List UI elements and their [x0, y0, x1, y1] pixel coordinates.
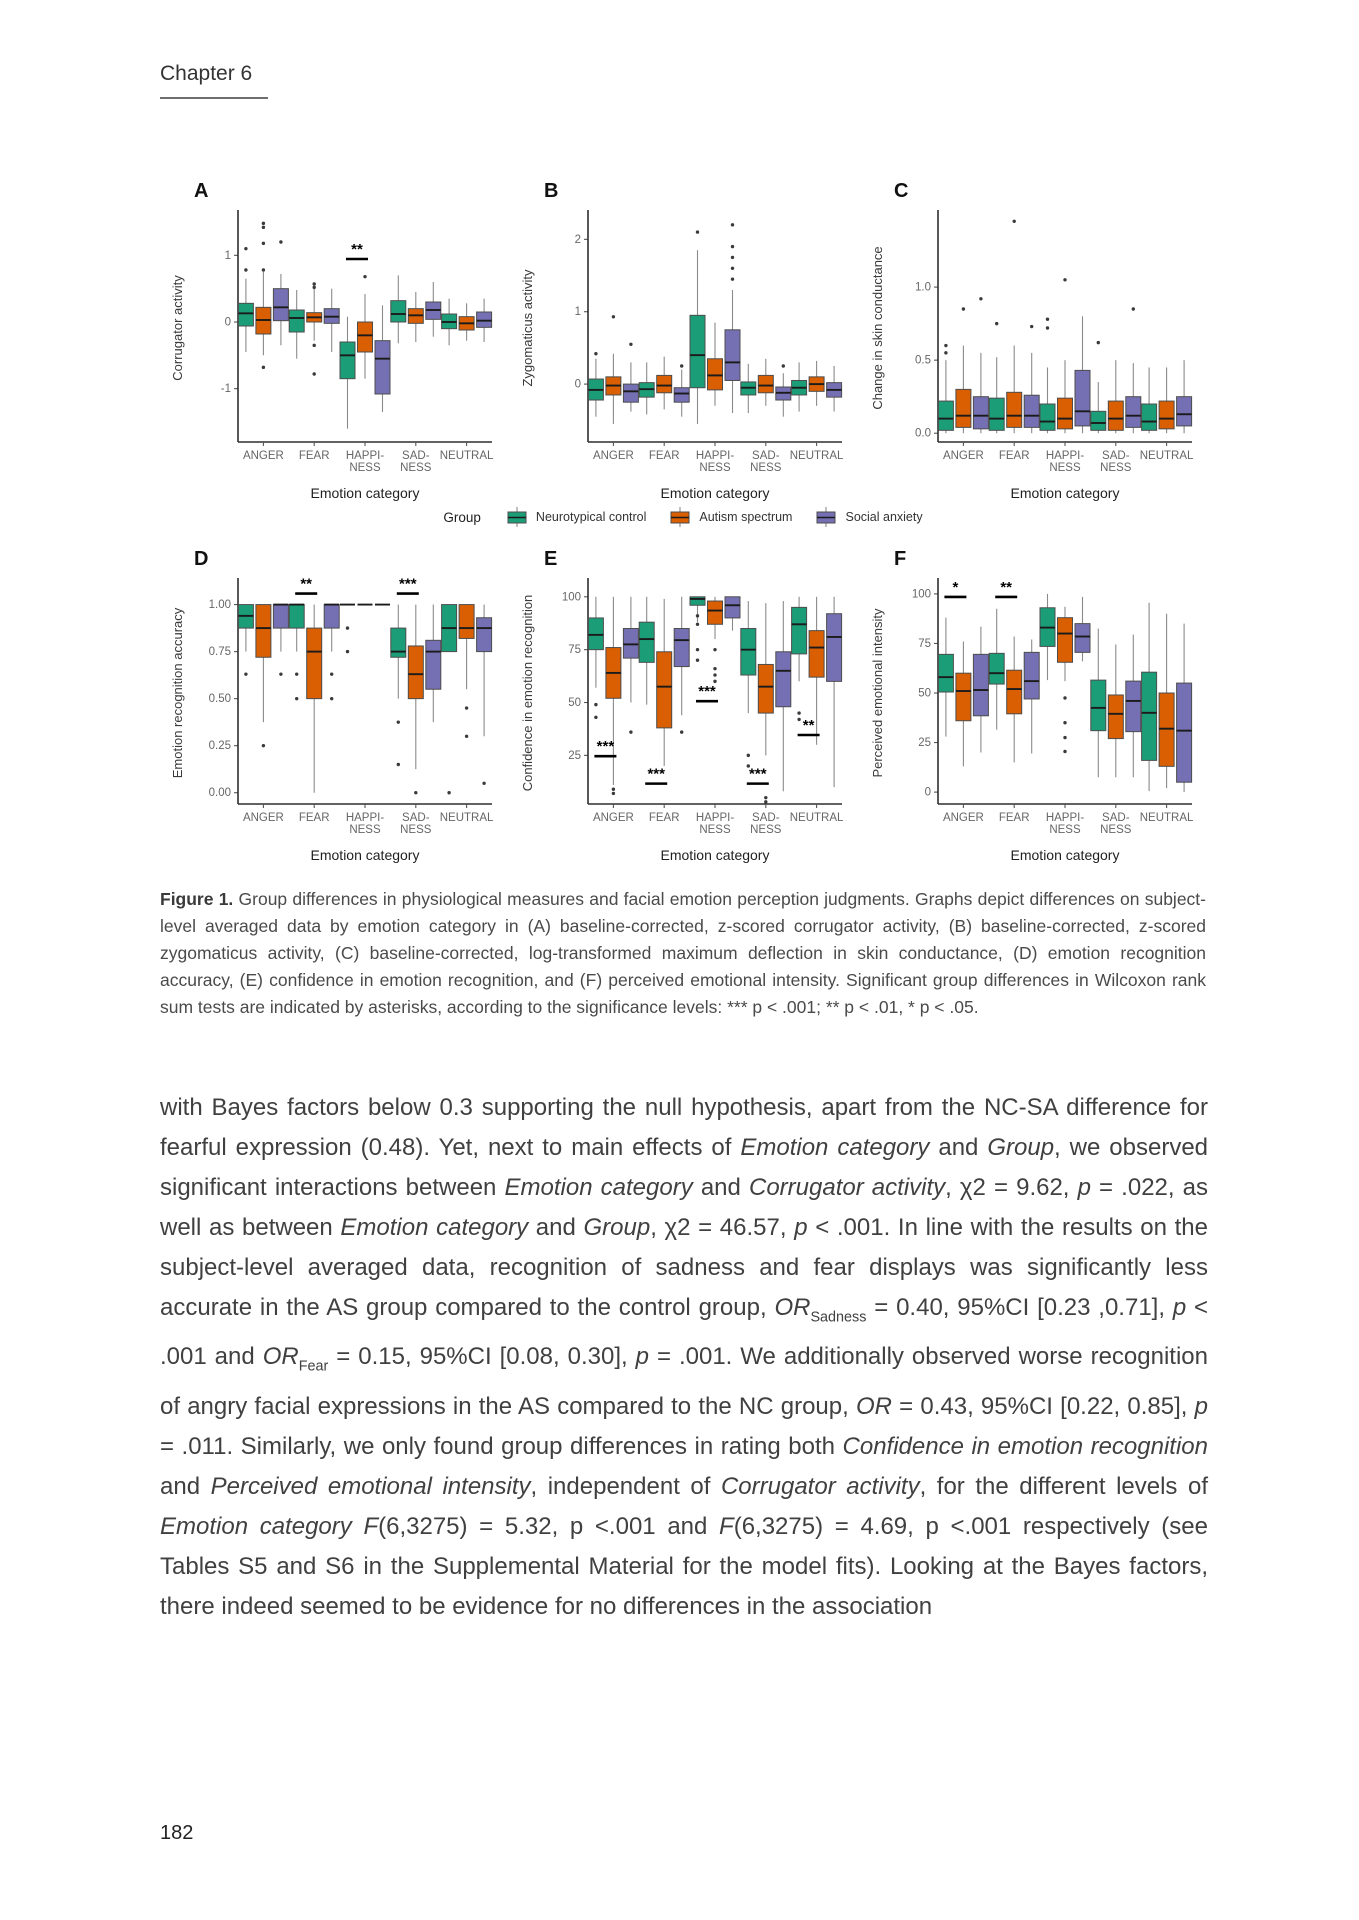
boxplot-svg-D [160, 566, 500, 866]
svg-text:NEUTRAL: NEUTRAL [789, 812, 844, 824]
svg-text:NESS: NESS [699, 462, 731, 474]
panel-b-zygomaticus-activity [510, 182, 850, 504]
significance-asterisks: ** [1000, 578, 1013, 596]
svg-text:ANGER: ANGER [242, 450, 284, 462]
x-axis-label: Emotion category [310, 485, 420, 501]
panel-d-recognition-accuracy [160, 550, 500, 866]
y-axis-label: Perceived emotional intensity [870, 608, 885, 778]
significance-asterisks: ** [351, 241, 363, 258]
body-italic-term: p [1172, 1294, 1187, 1321]
panel-letter-E: E [544, 548, 558, 570]
svg-text:NEUTRAL: NEUTRAL [439, 450, 494, 462]
body-italic-term: Emotion category [504, 1174, 693, 1201]
svg-text:FEAR: FEAR [998, 812, 1030, 824]
significance-asterisks: *** [698, 683, 716, 701]
x-axis-label: Emotion category [660, 847, 770, 863]
x-axis-label: Emotion category [310, 847, 420, 863]
significance-asterisks: *** [596, 738, 615, 756]
body-italic-term: p [1194, 1392, 1208, 1420]
body-text-run: , independent of [530, 1472, 721, 1500]
svg-text:SAD-: SAD- [752, 450, 780, 462]
svg-text:HAPPI-: HAPPI- [1045, 812, 1085, 824]
body-italic-term: OR [855, 1392, 892, 1420]
svg-text:NEUTRAL: NEUTRAL [439, 812, 494, 824]
chapter-header-rule [160, 97, 268, 99]
figure-row-bottom [160, 550, 1206, 910]
svg-text:NEUTRAL: NEUTRAL [789, 450, 844, 462]
legend-item [505, 506, 646, 528]
svg-text:0.25: 0.25 [208, 740, 231, 753]
figure-row-top [160, 182, 1206, 542]
svg-text:NESS: NESS [349, 462, 381, 474]
panel-c-skin-conductance [860, 182, 1200, 504]
svg-text:HAPPI-: HAPPI- [345, 812, 385, 824]
body-text-run: , we observed significant interactions between [160, 1134, 1209, 1201]
svg-text:2: 2 [574, 233, 581, 246]
svg-text:100: 100 [911, 588, 931, 601]
x-axis-label: Emotion category [1010, 485, 1120, 501]
legend-item [814, 506, 922, 528]
svg-text:SAD-: SAD- [402, 450, 430, 462]
body-italic-term: Confidence in emotion recognition [842, 1432, 1208, 1460]
svg-text:0.50: 0.50 [208, 693, 231, 706]
x-axis-label: Emotion category [1010, 847, 1120, 863]
body-paragraph [160, 1088, 1208, 1627]
svg-text:SAD-: SAD- [1102, 812, 1130, 824]
body-text-run: , χ2 = 46.57, [650, 1214, 795, 1241]
boxplot-key-icon [814, 506, 838, 528]
svg-text:25: 25 [568, 749, 581, 762]
svg-text:FEAR: FEAR [648, 812, 680, 824]
panel-letter-D: D [194, 548, 209, 570]
svg-text:NESS: NESS [699, 824, 731, 836]
body-text-run: (6,3275) = 4.69, p <.001 respectively (see Tables S5 and S6 in the Supplemental Material for the model fits). Looking at the Bayes factors, there indeed seemed to be evidence for no differences in the association [160, 1512, 1208, 1620]
significance-asterisks: * [952, 578, 959, 596]
svg-text:75: 75 [568, 644, 581, 657]
svg-text:NESS: NESS [1100, 824, 1132, 836]
legend-item-label: Neurotypical control [535, 510, 647, 524]
body-text-run: = 0.15, 95%CI [0.08, 0.30], [328, 1343, 636, 1371]
svg-text:1.00: 1.00 [208, 599, 231, 612]
figure-1 [160, 148, 1206, 866]
body-italic-term: Emotion category [160, 1512, 352, 1540]
body-text-run: = 0.40, 95%CI [0.23 ,0.71], [866, 1294, 1173, 1321]
body-text-run: = .001. We additionally observed worse recognition of angry facial expressions in the AS compared to the NC group, [160, 1343, 1208, 1420]
svg-text:FEAR: FEAR [298, 450, 330, 462]
svg-text:NESS: NESS [1049, 462, 1081, 474]
svg-text:SAD-: SAD- [752, 812, 780, 824]
svg-text:FEAR: FEAR [648, 450, 680, 462]
body-italic-term: Group [987, 1134, 1055, 1161]
y-axis-label: Zygomaticus activity [520, 269, 535, 387]
boxplot-svg-C [860, 198, 1200, 504]
svg-text:NESS: NESS [400, 824, 432, 836]
svg-text:NESS: NESS [1049, 824, 1081, 836]
page-number: 182 [160, 1822, 194, 1844]
figure-caption-label: Figure 1. [160, 889, 234, 909]
body-italic-term: p [794, 1214, 808, 1241]
svg-text:0: 0 [924, 786, 931, 799]
svg-text:ANGER: ANGER [592, 450, 634, 462]
svg-text:NEUTRAL: NEUTRAL [1139, 450, 1194, 462]
boxplot-key-icon [505, 506, 529, 528]
significance-asterisks: ** [300, 575, 313, 593]
body-text-run: < .001. In line with the results on the subject-level averaged data, recognition of sadness and fear displays was significantly less accurate in the AS group compared to the control group, [160, 1214, 1209, 1321]
body-italic-term: Emotion category [740, 1134, 930, 1161]
chapter-header: Chapter 6 [160, 62, 253, 85]
body-italic-term: OR [774, 1294, 811, 1321]
body-italic-term: Emotion category [340, 1214, 529, 1241]
body-italic-term: F [363, 1512, 379, 1540]
svg-text:ANGER: ANGER [942, 812, 984, 824]
body-text-run: , for the different levels of [919, 1472, 1208, 1500]
boxplot-svg-F [860, 566, 1200, 866]
svg-text:NESS: NESS [400, 462, 432, 474]
panel-e-confidence [510, 550, 850, 866]
panel-letter-F: F [894, 548, 907, 570]
y-axis-label: Corrugator activity [170, 275, 185, 381]
svg-text:ANGER: ANGER [592, 812, 634, 824]
svg-text:HAPPI-: HAPPI- [345, 450, 385, 462]
figure-legend-items [505, 506, 923, 528]
body-subscript: Fear [298, 1358, 329, 1375]
y-axis-label: Change in skin conductance [870, 246, 885, 410]
svg-text:NESS: NESS [750, 462, 782, 474]
panel-a-corrugator-activity [160, 182, 500, 504]
body-italic-term: OR [262, 1343, 299, 1371]
svg-text:0.00: 0.00 [208, 787, 231, 800]
svg-text:25: 25 [918, 737, 931, 750]
boxplot-svg-A [160, 198, 500, 504]
svg-text:ANGER: ANGER [942, 450, 984, 462]
svg-text:0.0: 0.0 [915, 427, 931, 440]
svg-text:NESS: NESS [750, 824, 782, 836]
svg-text:75: 75 [918, 637, 931, 650]
body-text-run: and [692, 1174, 749, 1201]
body-text-run: and [528, 1214, 584, 1241]
svg-text:ANGER: ANGER [242, 812, 284, 824]
svg-text:HAPPI-: HAPPI- [695, 812, 735, 824]
svg-text:1.0: 1.0 [915, 281, 931, 294]
svg-text:NESS: NESS [349, 824, 381, 836]
svg-text:0: 0 [574, 378, 581, 391]
body-italic-term: Perceived emotional intensity [210, 1472, 531, 1500]
svg-text:SAD-: SAD- [1102, 450, 1130, 462]
body-text-run: = .011. Similarly, we only found group differences in rating both [160, 1432, 843, 1460]
body-text-run: and [929, 1134, 988, 1161]
svg-text:0: 0 [224, 316, 231, 329]
svg-text:SAD-: SAD- [402, 812, 430, 824]
svg-text:FEAR: FEAR [298, 812, 330, 824]
svg-text:FEAR: FEAR [998, 450, 1030, 462]
svg-text:1: 1 [574, 306, 581, 319]
panel-f-perceived-intensity [860, 550, 1200, 866]
body-italic-term: F [719, 1512, 734, 1540]
svg-text:50: 50 [918, 687, 931, 700]
body-italic-term: Corrugator activity [748, 1174, 946, 1201]
y-axis-label: Confidence in emotion recognition [520, 594, 535, 792]
body-text-run: and [160, 1472, 211, 1500]
body-text-run: < .001 and [160, 1294, 1209, 1371]
svg-text:100: 100 [561, 591, 581, 604]
body-text-run: (6,3275) = 5.32, p <.001 and [378, 1512, 720, 1540]
panel-letter-B: B [544, 180, 559, 202]
panel-letter-C: C [894, 180, 909, 202]
x-axis-label: Emotion category [660, 485, 770, 501]
svg-text:0.5: 0.5 [915, 354, 931, 367]
body-italic-term: Corrugator activity [720, 1472, 920, 1500]
svg-text:NEUTRAL: NEUTRAL [1139, 812, 1194, 824]
body-text-run: = 0.43, 95%CI [0.22, 0.85], [891, 1392, 1195, 1420]
svg-text:1: 1 [224, 249, 231, 262]
figure-caption [160, 886, 1206, 1021]
significance-asterisks: ** [802, 717, 815, 734]
y-axis-label: Emotion recognition accuracy [170, 607, 185, 779]
figure-caption-text: Group differences in physiological measures and facial emotion perception judgments. Graphs depict differences on subject-level averaged data by emotion category in (A) baseline-corrected, z-scored corrugator activity, (B) baseline-corrected, z-scored zygomaticus activity, (C) baseline-corrected, log-transformed maximum deflection in skin conductance, (D) emotion recognition accuracy, (E) confidence in emotion recognition, and (F) perceived emotional intensity. Significant group differences in Wilcoxon rank sum tests are indicated by asterisks, according to the significance levels: *** p < .001; ** p < .01, * p < .05. [160, 889, 1206, 1017]
svg-text:NESS: NESS [1100, 462, 1132, 474]
panel-letter-A: A [194, 180, 209, 202]
significance-asterisks: *** [647, 765, 665, 783]
svg-text:50: 50 [568, 697, 581, 710]
body-subscript: Sadness [810, 1309, 867, 1326]
body-text-run [352, 1513, 364, 1540]
body-text-run: , χ2 = 9.62, [945, 1174, 1078, 1201]
boxplot-svg-E [510, 566, 850, 866]
body-text-run: = .022, as well as between [160, 1174, 1209, 1241]
significance-asterisks: *** [399, 575, 417, 593]
svg-text:HAPPI-: HAPPI- [1045, 450, 1085, 462]
body-italic-term: Group [583, 1214, 651, 1241]
boxplot-key-icon [668, 506, 692, 528]
body-italic-term: p [1077, 1174, 1091, 1201]
svg-text:HAPPI-: HAPPI- [695, 450, 735, 462]
body-italic-term: p [635, 1343, 649, 1371]
body-text-run: with Bayes factors below 0.3 supporting the null hypothesis, apart from the NC-SA difference for fearful expression (0.48). Yet, next to main effects of [160, 1094, 1208, 1161]
legend-title: Group [443, 509, 481, 525]
boxplot-svg-B [510, 198, 850, 504]
legend-item-label: Autism spectrum [699, 510, 793, 524]
significance-asterisks: *** [749, 765, 767, 783]
svg-text:0.75: 0.75 [208, 646, 231, 659]
figure-legend [160, 506, 1206, 528]
legend-item [668, 506, 792, 528]
svg-text:-1: -1 [220, 383, 231, 396]
legend-item-label: Social anxiety [845, 510, 923, 524]
